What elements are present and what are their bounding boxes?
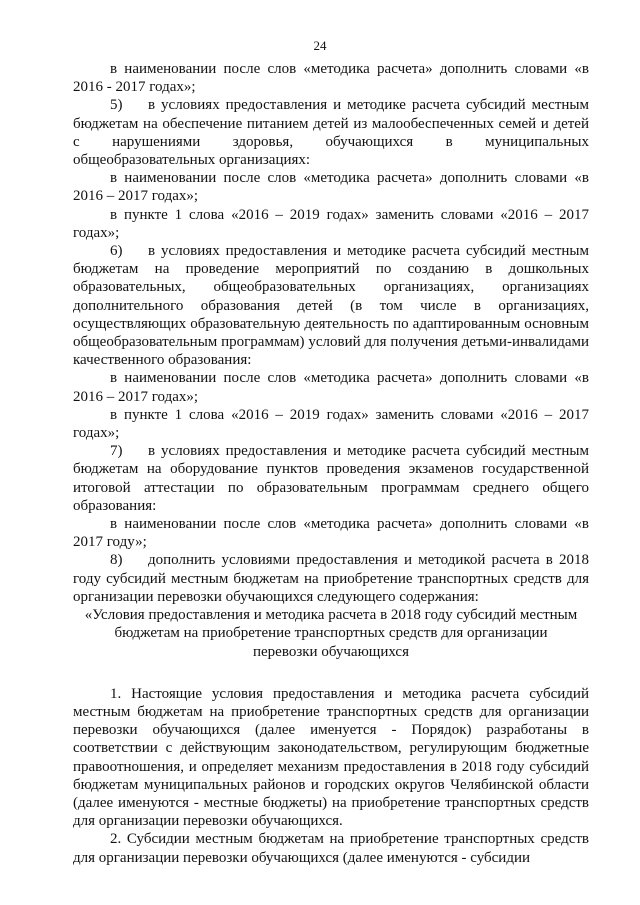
paragraph-7: в пункте 1 слова «2016 – 2019 годах» заменить словами «2016 – 2017 годах»; [73,406,589,442]
section-heading: «Условия предоставления и методика расчета в 2018 году субсидий местным бюджетам на приобретение транспортных средств для организации перевозки обучающихся [84,607,578,660]
document-body [73,60,589,867]
paragraph-1: в наименовании после слов «методика расчета» дополнить словами «в 2016 - 2017 годах»; [73,61,589,96]
paragraph-item-8: 8) дополнить условиями предоставления и методикой расчета в 2018 году субсидий местным бюджетам на приобретение транспортных средств для организации перевозки обучающихся следующего содержания: [73,552,589,605]
paragraph-clause-1: 1. Настоящие условия предоставления и методика расчета субсидий местным бюджетам на приобретение транспортных средств для организации перевозки обучающихся (далее именуется - Порядок) разработаны в соответствии с действующим законодательством, регулирующим бюджетные правоотношения, и определяет механизм предоставления в 2018 году субсидий бюджетам муниципальных районов и городских округов Челябинской области (далее именуются - местные бюджеты) на приобретение транспортных средств для организации перевозки обучающихся. [73,685,589,830]
paragraph-6: в наименовании после слов «методика расчета» дополнить словами «в 2016 – 2017 годах»; [73,370,589,405]
paragraph-3: в наименовании после слов «методика расчета» дополнить словами «в 2016 – 2017 годах»; [73,170,589,205]
paragraph-item-7: 7) в условиях предоставления и методике расчета субсидий местным бюджетам на оборудование пунктов проведения экзаменов государственной итоговой аттестации по образовательным программам среднего общего образования: [73,443,589,514]
page-number: 24 [313,38,327,53]
item-number: 6) [110,243,123,260]
item-number: 7) [110,443,123,460]
paragraph-item-5: 5) в условиях предоставления и методике расчета субсидий местным бюджетам на обеспечение питанием детей из малообеспеченных семей и детей с нарушениями здоровья, обучающихся в муниципальных общеобразовательных организациях: [73,97,589,169]
paragraph-4: в пункте 1 слова «2016 – 2019 годах» заменить словами «2016 – 2017 годах»; [73,206,589,241]
paragraph-item-6: 6) в условиях предоставления и методике расчета субсидий местным бюджетам на проведение мероприятий по созданию в дошкольных образовательных, общеобразовательных организациях, организациях дополнительного образования детей (в том числе в организациях, осуществляющих образовательную деятельность по адаптированным основным общеобразовательным программам) условий для получения детьми-инвалидами качественного образования: [73,243,589,369]
paragraph-9: в наименовании после слов «методика расчета» дополнить словами «в 2017 году»; [73,516,589,551]
item-number: 8) [110,552,123,569]
paragraph-clause-2: 2. Субсидии местным бюджетам на приобретение транспортных средств для организации перевозки обучающихся (далее именуются - субсидии [73,831,589,866]
item-number: 5) [110,97,123,114]
